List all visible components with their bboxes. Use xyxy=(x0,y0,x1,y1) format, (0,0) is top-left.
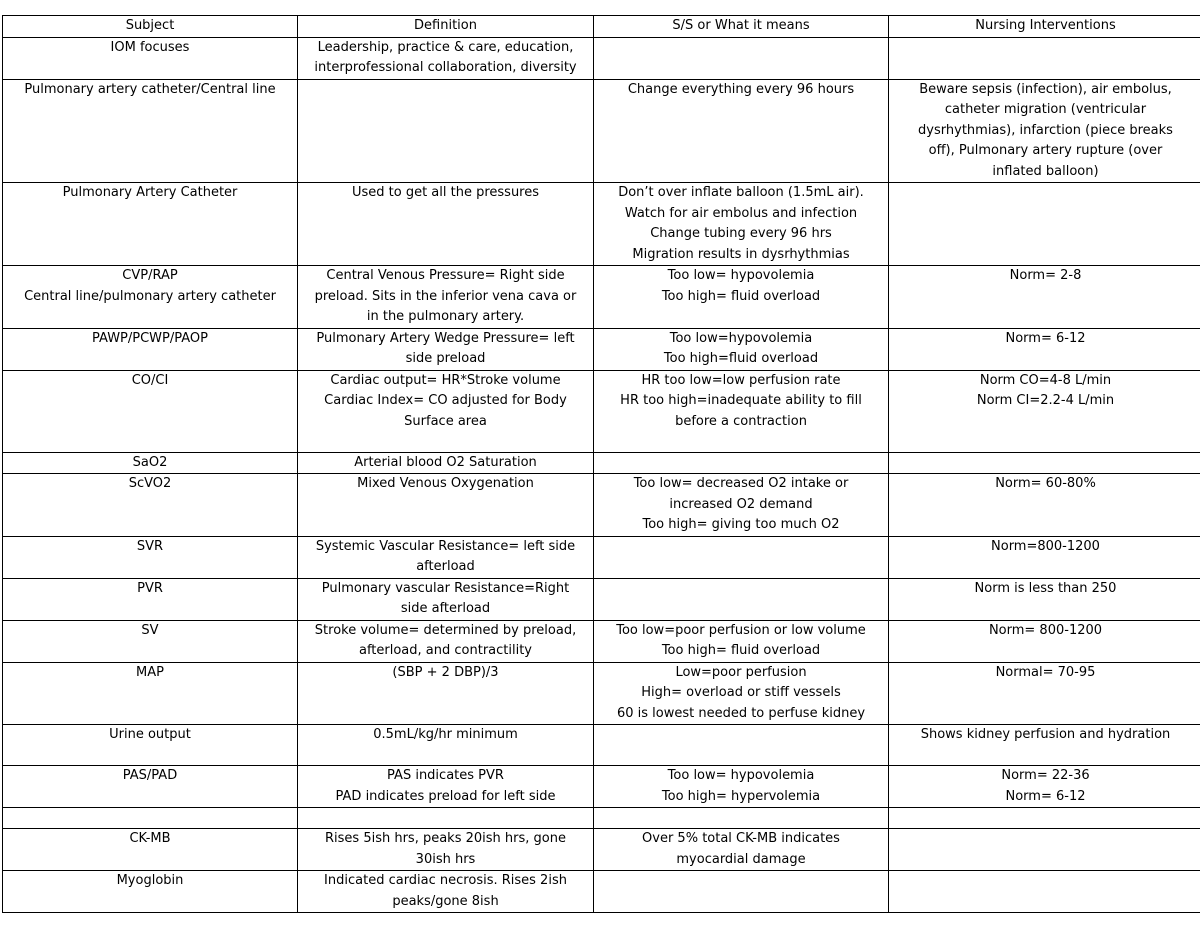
subject-cell xyxy=(3,808,298,829)
definition-cell: 0.5mL/kg/hr minimum xyxy=(298,725,594,766)
meaning-cell xyxy=(594,452,889,474)
subject-cell: SVR xyxy=(3,536,298,578)
table-row xyxy=(3,79,1200,183)
meaning-cell: Change everything every 96 hours xyxy=(594,79,889,183)
subject-cell: Pulmonary Artery Catheter xyxy=(3,183,298,266)
intervention-cell: Norm= 60-80% xyxy=(889,474,1200,537)
subject-cell: SV xyxy=(3,620,298,662)
meaning-cell: Too low= hypovolemia Too high= hypervolemia xyxy=(594,766,889,808)
subject-cell: CVP/RAP Central line/pulmonary artery catheter xyxy=(3,266,298,329)
definition-cell: PAS indicates PVR PAD indicates preload for left side xyxy=(298,766,594,808)
table-row xyxy=(3,183,1200,266)
definition-cell: Systemic Vascular Resistance= left side afterload xyxy=(298,536,594,578)
table-row xyxy=(3,578,1200,620)
intervention-cell: Beware sepsis (infection), air embolus, catheter migration (ventricular dysrhythmias), infarction (piece breaks off), Pulmonary artery rupture (over inflated balloon) xyxy=(889,79,1200,183)
meaning-cell xyxy=(594,37,889,79)
table-row xyxy=(3,662,1200,725)
header-definition: Definition xyxy=(298,16,594,38)
intervention-cell: Norm CO=4-8 L/min Norm CI=2.2-4 L/min xyxy=(889,370,1200,452)
table-row xyxy=(3,808,1200,829)
table-row xyxy=(3,829,1200,871)
subject-cell: CO/CI xyxy=(3,370,298,452)
table-row xyxy=(3,474,1200,537)
meaning-cell xyxy=(594,871,889,913)
table-row xyxy=(3,37,1200,79)
definition-cell: Pulmonary vascular Resistance=Right side afterload xyxy=(298,578,594,620)
intervention-cell xyxy=(889,808,1200,829)
definition-cell: Rises 5ish hrs, peaks 20ish hrs, gone 30ish hrs xyxy=(298,829,594,871)
intervention-cell: Norm is less than 250 xyxy=(889,578,1200,620)
table-row xyxy=(3,370,1200,452)
meaning-cell xyxy=(594,725,889,766)
definition-cell: Mixed Venous Oxygenation xyxy=(298,474,594,537)
intervention-cell xyxy=(889,37,1200,79)
table-row xyxy=(3,620,1200,662)
intervention-cell: Norm= 2-8 xyxy=(889,266,1200,329)
table-row xyxy=(3,871,1200,913)
definition-cell: Indicated cardiac necrosis. Rises 2ish peaks/gone 8ish xyxy=(298,871,594,913)
intervention-cell xyxy=(889,183,1200,266)
meaning-cell xyxy=(594,808,889,829)
header-row xyxy=(3,16,1200,38)
intervention-cell: Norm= 22-36 Norm= 6-12 xyxy=(889,766,1200,808)
meaning-cell: Too low= decreased O2 intake or increased O2 demand Too high= giving too much O2 xyxy=(594,474,889,537)
meaning-cell: Over 5% total CK-MB indicates myocardial damage xyxy=(594,829,889,871)
definition-cell xyxy=(298,808,594,829)
subject-cell: Myoglobin xyxy=(3,871,298,913)
definition-cell: Arterial blood O2 Saturation xyxy=(298,452,594,474)
meaning-cell xyxy=(594,536,889,578)
intervention-cell: Normal= 70-95 xyxy=(889,662,1200,725)
meaning-cell: Too low= hypovolemia Too high= fluid overload xyxy=(594,266,889,329)
meaning-cell xyxy=(594,578,889,620)
header-subject: Subject xyxy=(3,16,298,38)
header-signs-symptoms: S/S or What it means xyxy=(594,16,889,38)
intervention-cell: Shows kidney perfusion and hydration xyxy=(889,725,1200,766)
table-row xyxy=(3,266,1200,329)
definition-cell: Cardiac output= HR*Stroke volume Cardiac Index= CO adjusted for Body Surface area xyxy=(298,370,594,452)
header-nursing-interventions: Nursing Interventions xyxy=(889,16,1200,38)
definition-cell: Stroke volume= determined by preload, afterload, and contractility xyxy=(298,620,594,662)
definition-cell: Pulmonary Artery Wedge Pressure= left side preload xyxy=(298,328,594,370)
table-row xyxy=(3,328,1200,370)
table-row xyxy=(3,536,1200,578)
meaning-cell: Too low=hypovolemia Too high=fluid overload xyxy=(594,328,889,370)
meaning-cell: HR too low=low perfusion rate HR too high=inadequate ability to fill before a contraction xyxy=(594,370,889,452)
definition-cell xyxy=(298,79,594,183)
subject-cell: Urine output xyxy=(3,725,298,766)
meaning-cell: Too low=poor perfusion or low volume Too high= fluid overload xyxy=(594,620,889,662)
intervention-cell: Norm= 800-1200 xyxy=(889,620,1200,662)
table-row xyxy=(3,452,1200,474)
definition-cell: Leadership, practice & care, education, interprofessional collaboration, diversity xyxy=(298,37,594,79)
subject-cell: CK-MB xyxy=(3,829,298,871)
subject-cell: SaO2 xyxy=(3,452,298,474)
intervention-cell: Norm= 6-12 xyxy=(889,328,1200,370)
subject-cell: Pulmonary artery catheter/Central line xyxy=(3,79,298,183)
definition-cell: Central Venous Pressure= Right side preload. Sits in the inferior vena cava or in the pulmonary artery. xyxy=(298,266,594,329)
intervention-cell xyxy=(889,871,1200,913)
subject-cell: MAP xyxy=(3,662,298,725)
table-row xyxy=(3,725,1200,766)
meaning-cell: Don’t over inflate balloon (1.5mL air). Watch for air embolus and infection Change tubing every 96 hrs Migration results in dysrhythmias xyxy=(594,183,889,266)
table-row xyxy=(3,766,1200,808)
meaning-cell: Low=poor perfusion High= overload or stiff vessels 60 is lowest needed to perfuse kidney xyxy=(594,662,889,725)
subject-cell: PVR xyxy=(3,578,298,620)
intervention-cell xyxy=(889,829,1200,871)
subject-cell: IOM focuses xyxy=(3,37,298,79)
subject-cell: PAS/PAD xyxy=(3,766,298,808)
intervention-cell xyxy=(889,452,1200,474)
intervention-cell: Norm=800-1200 xyxy=(889,536,1200,578)
definition-cell: Used to get all the pressures xyxy=(298,183,594,266)
subject-cell: ScVO2 xyxy=(3,474,298,537)
subject-cell: PAWP/PCWP/PAOP xyxy=(3,328,298,370)
nursing-reference-table xyxy=(2,15,1200,913)
definition-cell: (SBP + 2 DBP)/3 xyxy=(298,662,594,725)
